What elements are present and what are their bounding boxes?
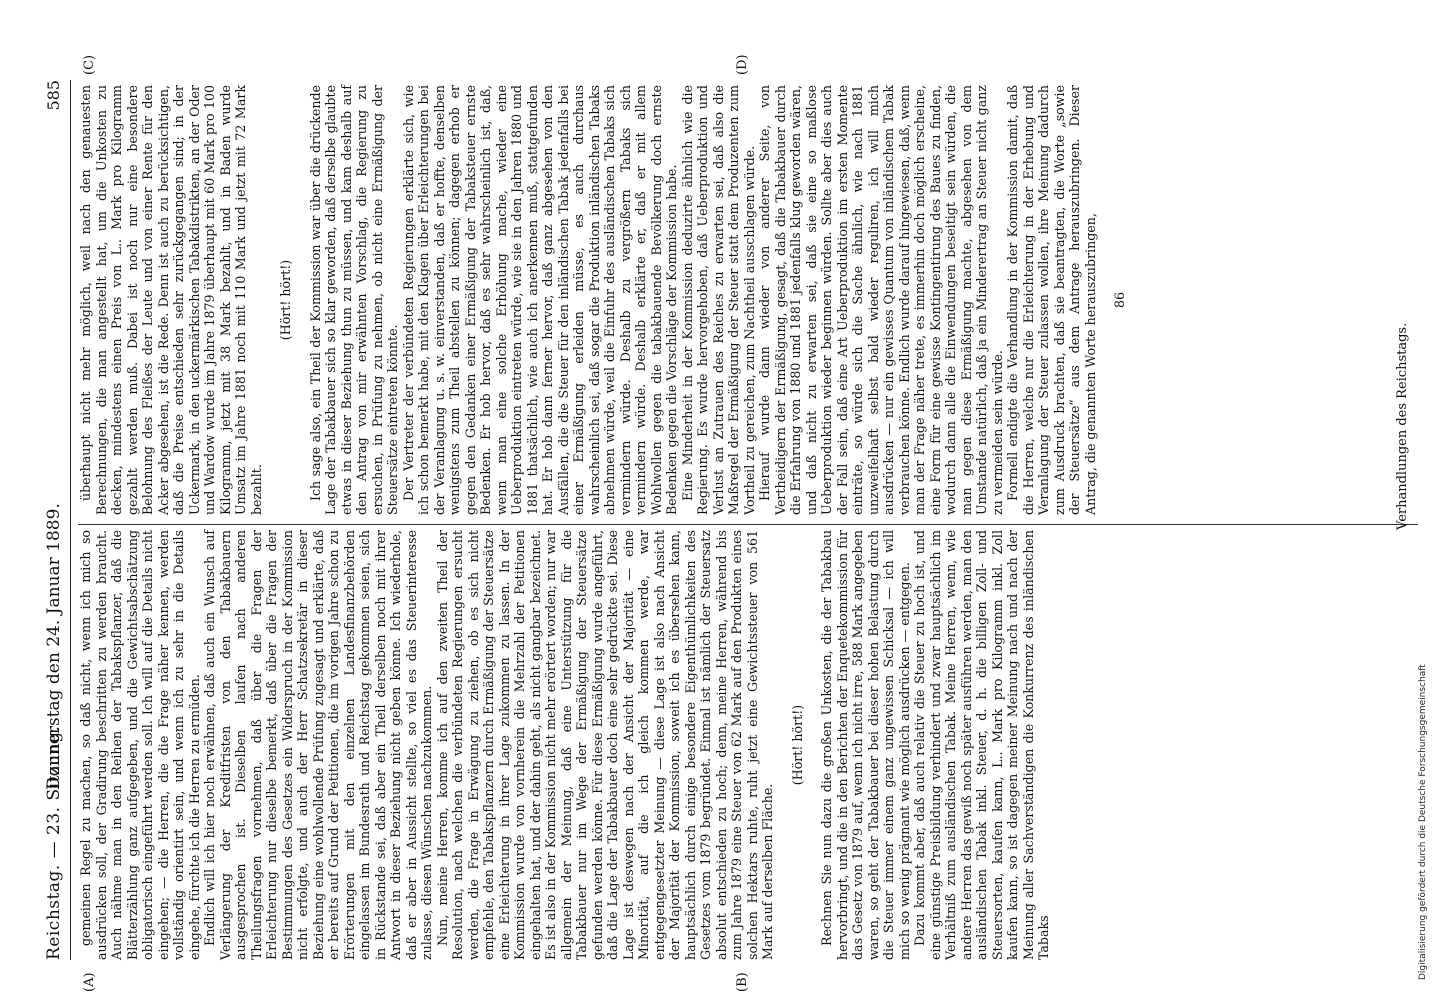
left-column bbox=[78, 530, 1052, 960]
right-column bbox=[78, 85, 1142, 515]
right-interjection: (Hört! hört!) bbox=[278, 259, 293, 341]
header-date: Donnerstag den 24. Januar 1889. bbox=[44, 503, 64, 790]
header-session: Reichstag. — 23. Sitzung. bbox=[44, 725, 64, 960]
right-paragraph-2: Ich sage also, ein Theil der Kommission war über die drückende Lage der Tabakbauer sich so klar geworden, daß derselbe glaubte etwas in dieser Beziehung thun zu müssen, und kam deshalb auf den Antrag von mir erwähnten Vorschlag, die Regierung zu ersuchen, in Prüfung zu nehmen, ob nicht eine Ermäßigung der Steuersätze eintreten könnte. bbox=[307, 85, 400, 515]
margin-marker-a: (A) bbox=[82, 972, 97, 992]
sheet-number: 86 bbox=[1112, 291, 1127, 309]
page-footer: Verhandlungen des Reichstags. bbox=[1395, 322, 1410, 530]
margin-marker-c: (C) bbox=[82, 54, 97, 75]
left-paragraph-5: Dazu kommt aber, daß auch relativ die Steuer zu hoch ist, und eine günstige Preisbildung verhindert und zwar hauptsächlich im Verhältniß zum ausländischen Tabak. Meine Herren, wenn, wie andere Herren das gewiß noch später ausführen werden, man den ausländischen Tabak inkl. Steuer, d. h. die billigen Zoll- und Steuersorten, kaufen kann, L.. Mark pro Kilogramm inkl. Zoll kaufen kann, so ist dagegen meiner Meinung nach und nach der Meinung aller Sachverständigen die Konkurrenz des inländischen Tabaks bbox=[912, 530, 1051, 960]
left-paragraph-3: Nun, meine Herren, komme ich auf den zweiten Theil der Resolution, nach welchen die verbündeten Regierungen ersucht werden, die Frage in Erwägung zu ziehen, ob es sich nicht empfehle, den Tabakspflanzern durch Ermäßigung der Steuersätze eine Erleichterung in ihrer Lage zukommen zu lassen. In der Kommission wurde von vornherein die Mehrzahl der Petitionen eingehalten hat, und der dahin geht, als nicht gangbar bezeichnet. Es ist also in der Kommission nicht mehr erörtert worden; nur war allgemein der Meinung, daß eine Unterstützung für die Tabakbauer nur im Wege der Ermäßigung der Steuersätze gefunden werden könne. Für diese Ermäßigung wurde angeführt, daß die Lage der Tabakbauer doch eine sehr gedrückte sei. Diese Lage ist deswegen nach der Ansicht der Majorität — eine Minorität, auf die ich gleich kommen werde, war entgegengesetzter Meinung — diese Lage ist also nach Ansicht der Majorität der Kommission, soweit ich es übersehen kann, hauptsächlich durch einige besondere Eigenthümlichkeiten des Gesetzes vom 1879 begründet. Einmal ist nämlich der Steuersatz absolut entschieden zu hoch; denn, meine Herren, während bis zum Jahre 1879 eine Steuer von 62 Mark auf den Produkten eines solchen Hektars ruhte, ruht jetzt eine Gewichtssteuer von 561 Mark auf derselben Fläche. bbox=[434, 530, 775, 960]
column-divider bbox=[78, 524, 1418, 525]
page-header bbox=[40, 80, 71, 960]
right-paragraph-1: überhaupt nicht mehr möglich, weil nach den genauesten Berechnungen, die man angestellt hat, um die Unkosten zu decken, mindestens einen Preis von L.. Mark pro Kilogramm gezahlt werden muß. Dabei ist noch nur eine besondere Belohnung des Fleißes der Leute und von einer Rente für den Acker abgesehen, ist die Rede. Denn ist auch zu berücksichtigen, daß die Preise entschieden sehr zurückgegangen sind; in der Uckermark, in den uckermärkischen Tabakdistrikten, an der Oder und Wardow wurde im Jahre 1879 überhaupt mit 60 Mark pro 100 Kilogramm, jetzt mit 38 Mark bezahlt, und in Baden wurde Umsatz im Jahre 1881 noch mit 110 Mark und jetzt mit 72 Mark bezahlt. bbox=[78, 85, 264, 515]
page-number: 585 bbox=[44, 80, 63, 111]
left-paragraph-2: Endlich will ich hier noch erwähnen, daß auch ein Wunsch auf Verlängerung der Kreditfristen von den Tabakbauern ausgesprochen ist. Dieselben laufen nach anderen Theilungsfragen vornehmen, daß über die Fragen der Erleichterung nur dieselbe bemerkt, daß über die Fragen der Bestimmungen des Gesetzes ein Widerspruch in der Kommission nicht erfolgte, und auch der Herr Schatzsekretär in dieser Beziehung eine wohlwollende Prüfung zugesagt und erklärte, daß er bereits auf Grund der Petitionen, die im vorigen Jahre schon zu Erörterungen mit den einzelnen Landesfinanzbehörden eingelassen im Bundesrath und Reichstag gekommen seien, sich in Rückstande sei, daß aber ein Theil derselben noch mit ihrer Antwort in dieser Beziehung nicht geben könne. Ich wiederhole, daß er aber in Aussicht stellte, so viel es das Steuerinteresse zulasse, diesen Wünschen nachzukommen. bbox=[202, 530, 434, 960]
left-paragraph-1: gemeinen Regel zu machen, so daß nicht, wenn ich mich so ausdrücken soll, der Gradirung beschritten zu werden braucht. Auch nähme man in den Reihen der Tabakspflanzer, daß die Blätterzählung ganz aufgegeben, und die Gewichtsabschätzung obligatorisch eingeführt werden soll. Ich will auf die Details nicht eingehen; — die Herren, die die Frage näher kennen, werden vollständig orientirt sein, und wenn ich zu sehr in die Details eingehe, fürchte ich die Herren zu ermüden. bbox=[78, 530, 202, 960]
left-interjection: (Hört! hört!) bbox=[789, 704, 805, 786]
margin-marker-d: (D) bbox=[735, 54, 750, 75]
left-paragraph-4: Rechnen Sie nun dazu die großen Unkosten, die der Tabakbau hervorbringt, und die in den Berichten der Enquetekommission für das Gesetz von 1879 auf, wenn ich nicht irre, 588 Mark angegeben waren, so geht der Tabakbauer bei dieser hohen Belastung durch die Steuer immer einem ganz ungewissen Schicksal — ich will mich so wenig prägnant wie möglich ausdrücken — entgegen. bbox=[819, 530, 912, 960]
right-paragraph-5: Hierauf wurde dann wieder von anderer Seite, von Vertheidigern der Ermäßigung, gesagt, daß die Tabakbauer durch die Erfahrung von 1880 und 1881 jedenfalls klug geworden wären, und daß nicht zu erwarten sei, daß sie eine so maßlose Ueberproduktion wieder beginnen würden. Sollte aber dies auch der Fall sein, daß eine Art Ueberproduktion im ersten Momente einträte, so würde sich die Sache ähnlich, wie nach 1881 unzweifelhaft selbst bald wieder reguliren, ich will mich ausdrücken — nur ein gewisses Quantum von inländischem Tabak verbrauchen könne. Endlich wurde darauf hingewiesen, daß, wenn man der Frage näher trete, es immerhin doch möglich erscheine, eine Form für eine gewisse Kontingentirung des Baues zu finden, wodurch dann alle die Einwendungen beseitigt sein würden, die man gegen diese Ermäßigung machte, abgesehen von dem Umstande natürlich, daß ja ein Minderertrag an Steuer nicht ganz zu vermeiden sein würde. bbox=[757, 85, 1005, 515]
margin-marker-b: (B) bbox=[735, 972, 750, 992]
right-paragraph-6: Formell endigte die Verhandlung in der Kommission damit, daß die Herren, welche nur die Erleichterung in der Erhebung und Veranlagung der Steuer zulassen wollen, ihre Meinung dadurch zum Ausdruck brachten, daß sie beantragten, die Worte „sowie der Steuersätze“ aus dem Antrage herauszubringen. Dieser Antrag, die genannten Worte herauszubringen, bbox=[1005, 85, 1098, 515]
right-paragraph-3: Der Vertreter der verbündeten Regierungen erklärte sich, wie ich schon bemerkt habe, mit den Klagen über Erleichterungen bei der Veranlagung u. s. w. einverstanden, daß er hoffte, denselben wenigstens zum Theil abstellen zu können; dagegen erhob er gegen den Gedanken einer Ermäßigung der Tabaksteuer ernste Bedenken. Er hob hervor, daß es sehr wahrscheinlich ist, daß, wenn man eine solche Erhöhung mache, wieder eine Ueberproduktion eintreten würde, wie sie in den Jahren 1880 und 1881 thatsächlich, wie auch ich anerkennen muß, stattgefunden hat. Er hob dann ferner hervor, daß ganz abgesehen von den Ausfällen, die die Steuer für den inländischen Tabak jedenfalls bei einer Ermäßigung erleiden müsse, es auch durchaus wahrscheinlich sei, daß sogar die Produktion inländischen Tabaks abnehmen würde, weil die Einfuhr des ausländischen Tabaks sich vermindern würde. Deshalb zu vergrößern Tabaks sich vermindern würde. Deshalb erklärte er, daß er mit allem Wohlwollen gegen die tabakbauende Bevölkerung doch ernste Bedenken gegen die Vorschläge der Kommission habe. bbox=[400, 85, 679, 515]
right-paragraph-4: Eine Minderheit in der Kommission deduzirte ähnlich wie die Regierung. Es wurde hervorgehoben, daß Ueberproduktion und Verlust an Zutrauen des Reiches zu erwarten sei, daß also die Maßregel der Ermäßigung der Steuer statt dem Produzenten zum Vortheil zu gereichen, zum Nachtheil ausschlagen würde. bbox=[679, 85, 757, 515]
